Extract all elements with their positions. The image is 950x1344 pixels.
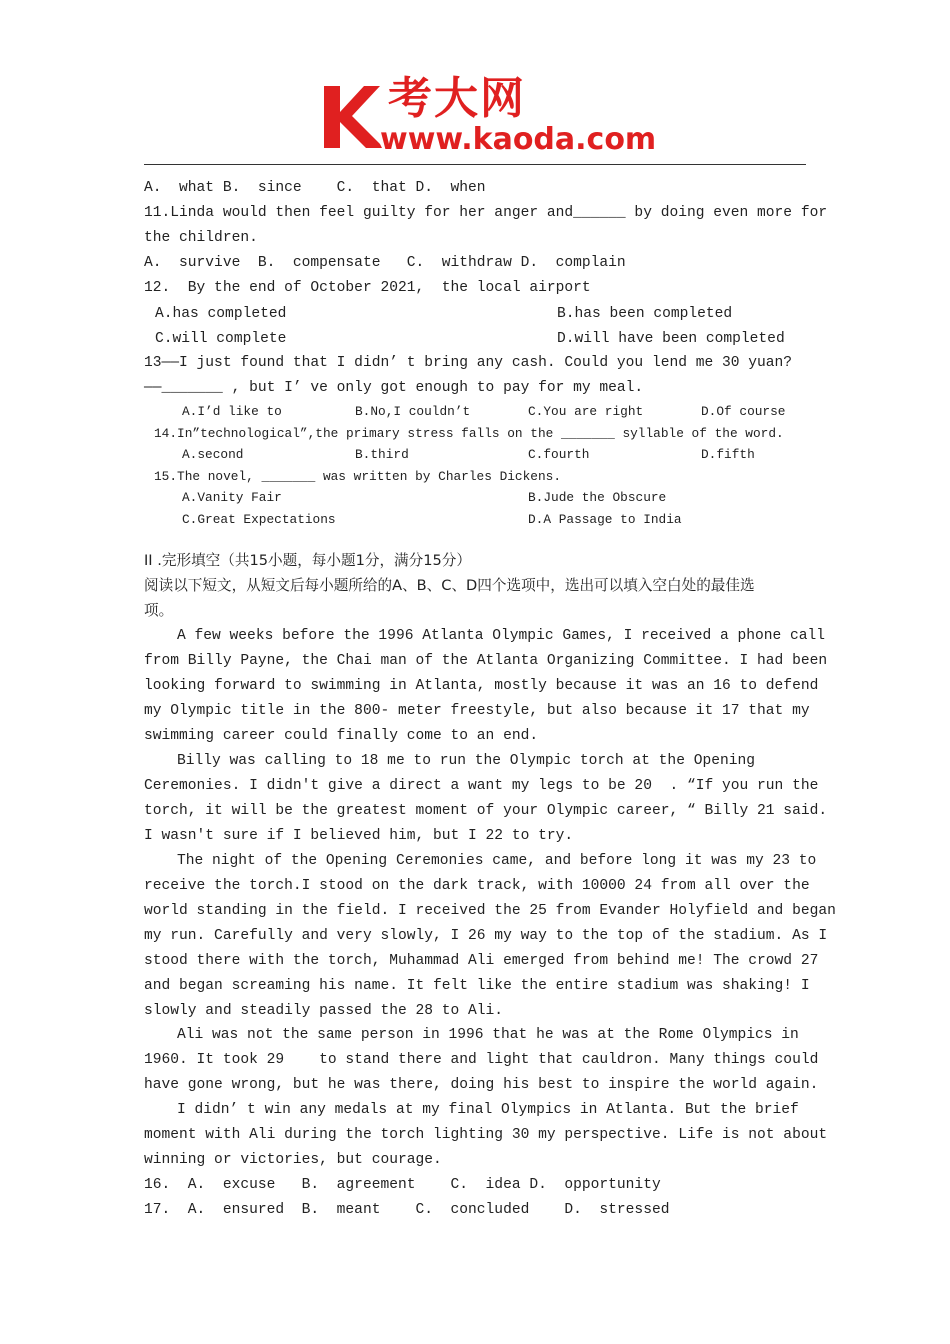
text-line: 1960. It took 29 to stand there and light that cauldron. Many things could [144,1052,819,1068]
text-line: D.will have been completed [557,331,785,347]
text-line: 项。 [144,602,174,619]
text-line: 17. A. ensured B. meant C. concluded D. stressed [144,1202,670,1218]
text-line: and began screaming his name. It felt like the entire stadium was shaking! I [144,978,810,994]
text-line: my Olympic title in the 800- meter freestyle, but also because it 17 that my [144,703,810,719]
text-line: C.Great Expectations [182,512,336,527]
text-line: have gone wrong, but he was there, doing his best to inspire the world again. [144,1077,819,1093]
text-line: 阅读以下短文，从短文后每小题所给的A、B、C、D四个选项中，选出可以填入空白处的最佳选 [144,577,755,594]
text-line: moment with Ali during the torch lighting 30 my perspective. Life is not about [144,1127,828,1143]
text-line: B.No,I couldn’t [355,404,471,419]
text-line: Billy was calling to 18 me to run the Olympic torch at the Opening [177,753,756,769]
text-line: swimming career could finally come to an end. [144,728,539,744]
text-line: B.has been completed [557,306,733,322]
text-line: the children. [144,230,258,246]
text-line: ——_______ , but I’ ve only got enough to pay for my meal. [144,380,644,396]
kaoda-logo [318,73,657,160]
text-line: 12. By the end of October 2021, the local airport [144,280,591,296]
text-line: looking forward to swimming in Atlanta, mostly because it was an 16 to defend [144,678,819,694]
text-line: I didn’ t win any medals at my final Olympics in Atlanta. But the brief [177,1102,799,1118]
text-line: A. survive B. compensate C. withdraw D. complain [144,255,626,271]
text-line: my run. Carefully and very slowly, I 26 my way to the top of the stadium. As I [144,928,828,944]
text-line: 14.In”technological”,the primary stress falls on the _______ syllable of the word. [154,426,784,441]
text-line: C.fourth [528,447,590,462]
logo-chinese-text: 考大网 [388,73,526,124]
text-line: 11.Linda would then feel guilty for her anger and______ by doing even more for [144,205,828,221]
text-line: slowly and steadily passed the 28 to Ali. [144,1003,504,1019]
text-line: 13——I just found that I didn’ t bring any cash. Could you lend me 30 yuan? [144,355,793,371]
text-line: 16. A. excuse B. agreement C. idea D. opportunity [144,1177,661,1193]
text-line: from Billy Payne, the Chai man of the Atlanta Organizing Committee. I had been [144,653,828,669]
text-line: I wasn't sure if I believed him, but I 22 to try. [144,828,574,844]
text-line: II .完形填空（共15小题，每小题1分，满分15分） [144,552,471,569]
text-line: A.Vanity Fair [182,490,282,505]
text-line: A.second [182,447,244,462]
text-line: Ali was not the same person in 1996 that he was at the Rome Olympics in [177,1027,799,1043]
text-line: winning or victories, but courage. [144,1152,442,1168]
text-line: 15.The novel, _______ was written by Charles Dickens. [154,469,562,484]
text-line: A.I’d like to [182,404,282,419]
text-line: C.will complete [155,331,287,347]
k-logo-icon [320,82,382,152]
text-line: B.Jude the Obscure [528,490,667,505]
text-line: The night of the Opening Ceremonies came, and before long it was my 23 to [177,853,817,869]
text-line: stood there with the torch, Muhammad Ali emerged from behind me! The crowd 27 [144,953,819,969]
text-line: D.Of course [701,404,786,419]
text-line: Ceremonies. I didn't give a direct a want my legs to be 20 . “If you run the [144,778,819,794]
text-line: A. what B. since C. that D. when [144,180,486,196]
text-line: world standing in the field. I received the 25 from Evander Holyfield and began [144,903,836,919]
text-line: C.You are right [528,404,644,419]
text-line: D.A Passage to India [528,512,682,527]
text-line: torch, it will be the greatest moment of your Olympic career, “ Billy 21 said. [144,803,828,819]
header-divider [144,164,806,165]
text-line: A few weeks before the 1996 Atlanta Olympic Games, I received a phone call [177,628,826,644]
logo-url-text: www.kaoda.com [380,122,657,157]
text-line: D.fifth [701,447,755,462]
text-line: receive the torch.I stood on the dark track, with 10000 24 from all over the [144,878,810,894]
text-line: A.has completed [155,306,287,322]
text-line: B.third [355,447,409,462]
